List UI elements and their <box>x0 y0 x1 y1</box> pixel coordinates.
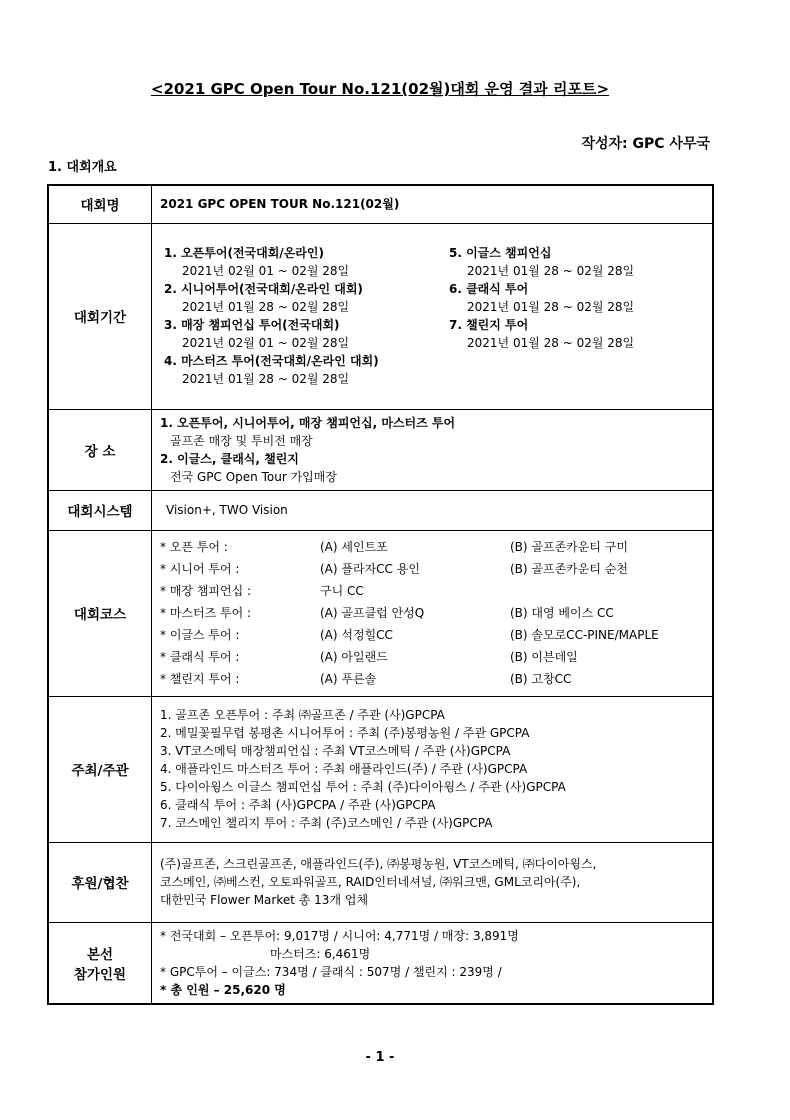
host-item: 3. VT코스메틱 매장챔피언십 : 주최 VT코스메틱 / 주관 (사)GPCPA <box>160 744 511 758</box>
course-b: (B) 솔모로CC-PINE/MAPLE <box>510 628 659 642</box>
period-date: 2021년 01월 28 ~ 02월 28일 <box>467 264 635 278</box>
period-title: 3. 매장 챔피언십 투어(전국대회) <box>164 318 340 332</box>
label-sponsor: 후원/협찬 <box>48 842 152 922</box>
course-tour: * 마스터즈 투어 : <box>160 606 252 620</box>
label-period: 대회기간 <box>48 223 152 409</box>
course-b: (B) 골프존카운티 구미 <box>510 540 628 554</box>
course-a: (A) 아일랜드 <box>320 650 388 664</box>
course-row <box>160 624 704 646</box>
value-venue <box>152 409 714 490</box>
report-title: <2021 GPC Open Tour No.121(02월)대회 운영 결과 리포트> <box>150 80 610 98</box>
course-b: (B) 대영 베이스 CC <box>510 606 614 620</box>
course-a: (A) 플라자CC 용인 <box>320 562 420 576</box>
value-host <box>152 696 714 842</box>
value-participants <box>152 922 714 1004</box>
author-line: 작성자: GPC 사무국 <box>581 136 710 152</box>
row-venue <box>48 409 713 490</box>
course-tour: * 매장 챔피언십 : <box>160 584 252 598</box>
sponsor-line: 코스메인, ㈜베스컨, 오토파워골프, RAID인터네셔널, ㈜워크맨, GML코리아(주), <box>160 875 581 889</box>
period-right <box>449 244 704 388</box>
label-system: 대회시스템 <box>48 490 152 530</box>
host-item: 6. 클래식 투어 : 주최 (사)GPCPA / 주관 (사)GPCPA <box>160 798 436 812</box>
participants-line: * GPC투어 – 이글스: 734명 / 클래식 : 507명 / 챌린지 : 239명 / <box>160 964 502 979</box>
row-host <box>48 696 713 842</box>
host-item: 2. 메밀꽃필무렵 봉평촌 시니어투어 : 주최 (주)봉평농원 / 주관 GPCPA <box>160 726 530 740</box>
participants-line: * 전국대회 – 오픈투어: 9,017명 / 시니어: 4,771명 / 매장: 3,891명 <box>160 928 519 943</box>
course-tour: * 이글스 투어 : <box>160 628 240 642</box>
value-system: Vision+, TWO Vision <box>152 490 714 530</box>
row-system <box>48 490 713 530</box>
course-a: (A) 골프클럽 안성Q <box>320 606 425 620</box>
host-item: 5. 다이아윙스 이글스 챔피언십 투어 : 주최 (주)다이아윙스 / 주관 (사)GPCPA <box>160 780 566 794</box>
label-courses: 대회코스 <box>48 530 152 696</box>
participants-label-line1: 본선 <box>86 946 114 963</box>
sponsor-line: 대한민국 Flower Market 총 13개 업체 <box>160 893 369 907</box>
course-tour: * 클래식 투어 : <box>160 650 240 664</box>
period-date: 2021년 02월 01 ~ 02월 28일 <box>182 264 350 278</box>
participants-total: * 총 인원 – 25,620 명 <box>160 982 286 997</box>
value-name: 2021 GPC OPEN TOUR No.121(02월) <box>152 185 714 223</box>
value-sponsor <box>152 842 714 922</box>
label-host: 주최/주관 <box>48 696 152 842</box>
course-a: (A) 석정힐CC <box>320 628 393 642</box>
course-b: (B) 이븐데일 <box>510 650 578 664</box>
venue-desc: 골프존 매장 및 투비전 매장 <box>170 433 313 448</box>
row-sponsor <box>48 842 713 922</box>
course-a: 구니 CC <box>320 584 364 598</box>
host-item: 1. 골프존 오픈투어 : 주최 ㈜골프존 / 주관 (사)GPCPA <box>160 708 445 722</box>
period-title: 5. 이글스 챔피언십 <box>449 246 552 260</box>
sponsor-line: (주)골프존, 스크린골프존, 애플라인드(주), ㈜봉평농원, VT코스메틱, ㈜다이아윙스, <box>160 857 597 871</box>
period-date: 2021년 01월 28 ~ 02월 28일 <box>182 300 350 314</box>
course-tour: * 챌린지 투어 : <box>160 672 240 686</box>
course-b <box>510 580 704 602</box>
row-participants <box>48 922 713 1004</box>
course-row <box>160 602 704 624</box>
period-title: 4. 마스터즈 투어(전국대회/온라인 대회) <box>164 354 379 368</box>
course-row <box>160 536 704 558</box>
period-date: 2021년 02월 01 ~ 02월 28일 <box>182 336 350 350</box>
section-heading: 1. 대회개요 <box>48 160 117 175</box>
course-tour: * 오픈 투어 : <box>160 540 228 554</box>
course-row <box>160 668 704 690</box>
period-date: 2021년 01월 28 ~ 02월 28일 <box>467 336 635 350</box>
course-b: (B) 고창CC <box>510 672 572 686</box>
course-row <box>160 580 704 602</box>
period-title: 2. 시니어투어(전국대회/온라인 대회) <box>164 282 363 296</box>
period-date: 2021년 01월 28 ~ 02월 28일 <box>467 300 635 314</box>
period-left <box>164 244 449 388</box>
course-a: (A) 세인트포 <box>320 540 388 554</box>
row-name <box>48 185 713 223</box>
participants-line: 마스터즈: 6,461명 <box>270 946 371 961</box>
host-item: 7. 코스메인 챌리지 투어 : 주최 (주)코스메인 / 주관 (사)GPCPA <box>160 816 493 830</box>
row-period <box>48 223 713 409</box>
row-courses <box>48 530 713 696</box>
period-date: 2021년 01월 28 ~ 02월 28일 <box>182 372 350 386</box>
course-row <box>160 646 704 668</box>
label-venue: 장 소 <box>48 409 152 490</box>
value-period <box>152 223 714 409</box>
venue-title: 2. 이글스, 클래식, 챌린지 <box>160 451 299 466</box>
label-participants <box>48 922 152 1004</box>
period-title: 7. 챌린지 투어 <box>449 318 529 332</box>
venue-title: 1. 오픈투어, 시니어투어, 매장 챔피언십, 마스터즈 투어 <box>160 415 456 430</box>
course-tour: * 시니어 투어 : <box>160 562 240 576</box>
label-name: 대회명 <box>48 185 152 223</box>
overview-table <box>47 184 714 1005</box>
participants-label-line2: 참가인원 <box>73 966 127 983</box>
course-b: (B) 골프존카운티 순천 <box>510 562 628 576</box>
period-title: 1. 오픈투어(전국대회/온라인) <box>164 246 324 260</box>
period-title: 6. 클래식 투어 <box>449 282 529 296</box>
host-item: 4. 애플라인드 마스터즈 투어 : 주최 애플라인드(주) / 주관 (사)GPCPA <box>160 762 528 776</box>
venue-desc: 전국 GPC Open Tour 가입매장 <box>170 469 337 484</box>
value-courses <box>152 530 714 696</box>
page-number: - 1 - <box>365 1050 395 1065</box>
course-row <box>160 558 704 580</box>
course-a: (A) 푸른솔 <box>320 672 377 686</box>
